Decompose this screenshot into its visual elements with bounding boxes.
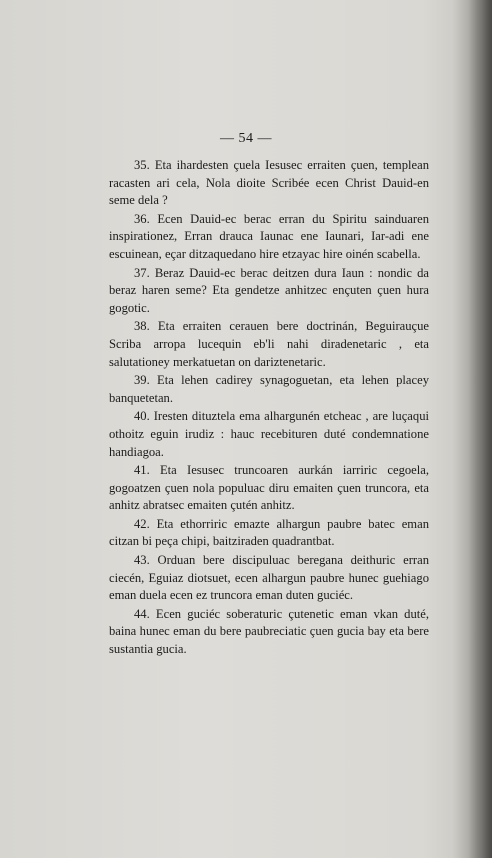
text-body — [109, 157, 429, 659]
verse-44: 44. Ecen guciéc soberaturic çutenetic eman vkan duté, baina hunec eman du bere paubreciatic çuen gucia bay eta bere sustantia gucia. — [109, 606, 429, 657]
verse-38: 38. Eta erraiten cerauen bere doctrinán, Beguirauçue Scriba arropa lucequin eb'li nahi diradenetaric , eta salutationey merkatuetan on dariztenetaric. — [109, 319, 429, 369]
verse-42: 42. Eta ethorriric emazte alhargun paubre batec eman citzan bi peça chipi, baitziraden quadrantbat. — [109, 516, 429, 549]
verse-41: 41. Eta Iesusec truncoaren aurkán iarriric cegoela, gogoatzen çuen nola populuac diru emaiten çuen truncora, eta anhitz abratsec emaiten çutén anhitz. — [109, 463, 429, 513]
page-number: — 54 — — [220, 131, 272, 146]
verse-37: 37. Beraz Dauid-ec berac deitzen dura Iaun : nondic da beraz haren seme? Eta gendetze anhitzec ençuten çuen hura gogotic. — [109, 265, 429, 315]
verse-39: 39. Eta lehen cadirey synagoguetan, eta lehen placey banquetetan. — [109, 373, 429, 405]
gutter-shadow — [468, 0, 492, 858]
verse-36: 36. Ecen Dauid-ec berac erran du Spiritu sainduaren inspirationez, Erran drauca Iaunac ene Iaunari, Iar-adi ene escuinean, eçar ditzaquedano hire etzayac hire oinén scabella. — [109, 211, 429, 261]
verse-43: 43. Orduan bere discipuluac beregana deithuric erran ciecén, Eguiaz diotsuet, ecen alhargun paubre hunec guehiago eman duela ecen ez truncora eman duten guciéc. — [109, 553, 429, 603]
verse-35: 35. Eta ihardesten çuela Iesusec erraiten çuen, templean racasten ari cela, Nola dioite Scribée ecen Christ Dauid-en seme dela ? — [109, 158, 429, 208]
verse-40: 40. Iresten dituztela ema alhargunén etcheac , are luçaqui othoitz eguin irudiz : hauc recebituren duté condemnatione handiagoa. — [109, 409, 429, 459]
